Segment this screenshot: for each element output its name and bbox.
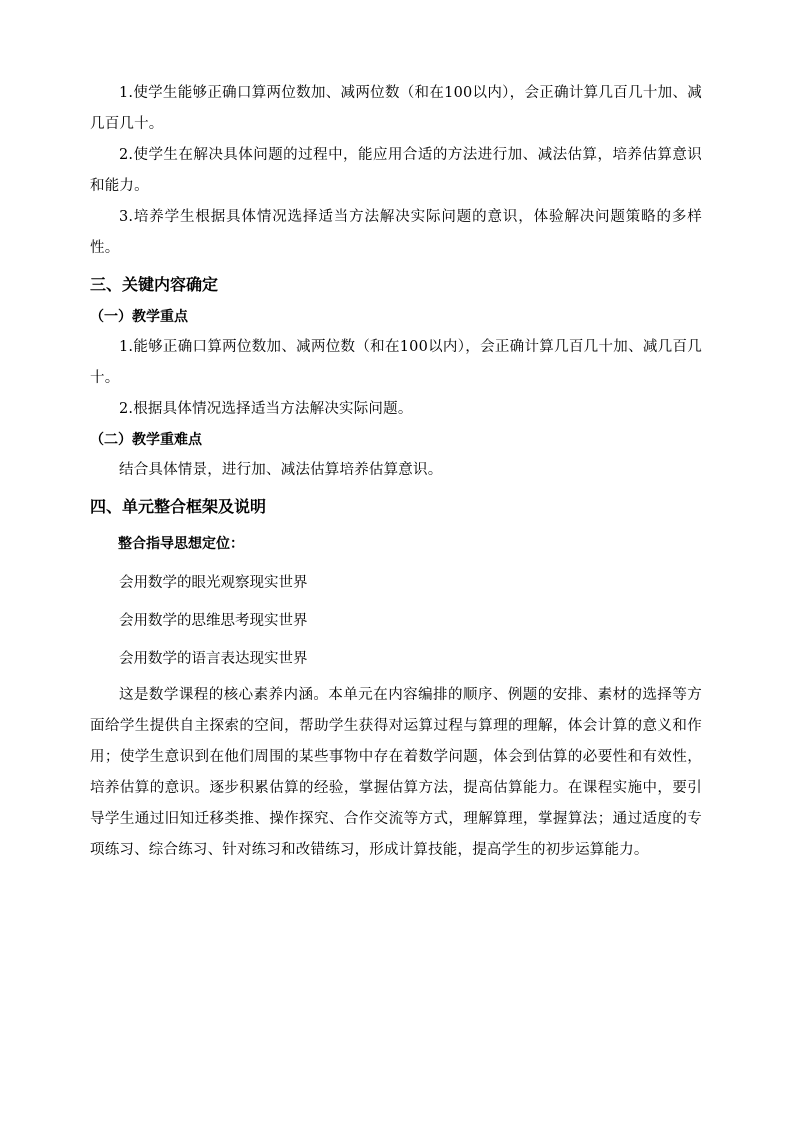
difficulty-point-1: 结合具体情景，进行加、减法估算培养估算意识。 bbox=[119, 462, 443, 478]
core-literacy-line-1: 会用数学的眼光观察现实世界 bbox=[119, 575, 308, 591]
core-literacy-line-2: 会用数学的思维思考现实世界 bbox=[119, 613, 308, 629]
objective-1: 1.使学生能够正确口算两位数加、减两位数（和在100以内），会正确计算几百几十加、减几百几十。 bbox=[90, 85, 702, 132]
objective-2: 2.使学生在解决具体问题的过程中，能应用合适的方法进行加、减法估算，培养估算意识和能力。 bbox=[90, 147, 702, 194]
document-page bbox=[90, 78, 702, 866]
key-point-2: 2.根据具体情况选择适当方法解决实际问题。 bbox=[119, 401, 413, 417]
section-3-sub1-heading: （一）教学重点 bbox=[90, 309, 188, 325]
objective-3: 3.培养学生根据具体情况选择适当方法解决实际问题的意识，体验解决问题策略的多样性。 bbox=[90, 209, 702, 256]
core-literacy-line-3: 会用数学的语言表达现实世界 bbox=[119, 651, 308, 667]
section-4-heading: 四、单元整合框架及说明 bbox=[90, 497, 267, 516]
section-4-paragraph: 这是数学课程的核心素养内涵。本单元在内容编排的顺序、例题的安排、素材的选择等方面给学生提供自主探索的空间，帮助学生获得对运算过程与算理的理解，体会计算的意义和作用；使学生意识到在他们周围的某些事物中存在着数学问题，体会到估算的必要性和有效性，培养估算的意识。逐步积累估算的经验，掌握估算方法，提高估算能力。在课程实施中，要引导学生通过旧知迁移类推、操作探究、合作交流等方式，理解算理，掌握算法；通过适度的专项练习、综合练习、针对练习和改错练习，形成计算技能，提高学生的初步运算能力。 bbox=[90, 687, 702, 858]
section-4-subtitle: 整合指导思想定位： bbox=[118, 536, 244, 552]
section-3-heading: 三、关键内容确定 bbox=[90, 275, 219, 294]
section-3-sub2-heading: （二）教学重难点 bbox=[90, 432, 202, 448]
key-point-1: 1.能够正确口算两位数加、减两位数（和在100以内），会正确计算几百几十加、减几百几十。 bbox=[90, 339, 702, 386]
